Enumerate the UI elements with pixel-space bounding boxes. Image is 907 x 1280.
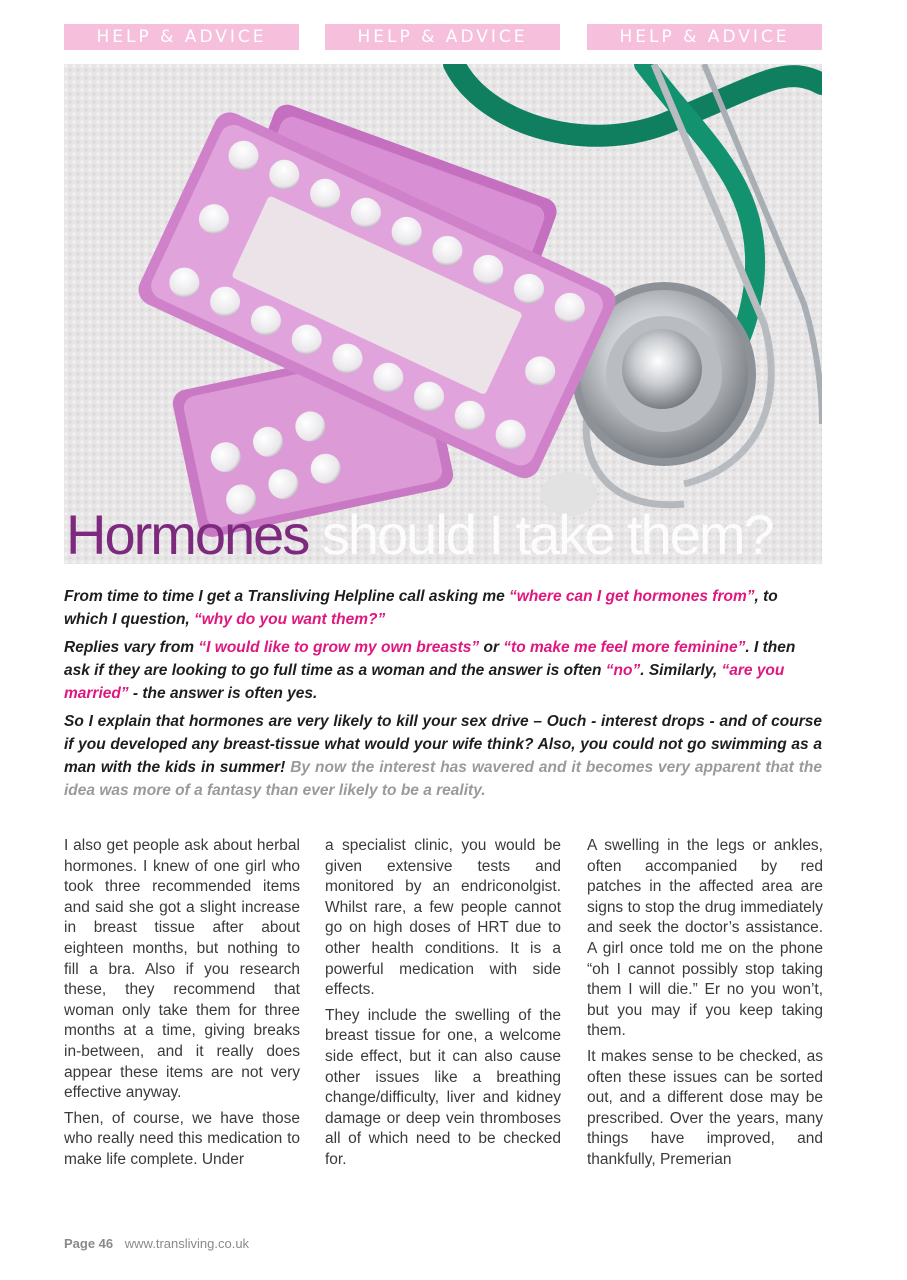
intro-block <box>64 585 822 807</box>
body-paragraph: It makes sense to be checked, as often these issues can be sorted out, and a different dose may be prescribed. Over the years, many things have improved, and thankfully, Premerian <box>587 1047 823 1168</box>
intro-text: . I then ask if they are looking to go full time as a woman and the answer is often <box>64 639 796 679</box>
section-tab: HELP & ADVICE <box>64 24 299 50</box>
body-column-1 <box>64 836 300 1176</box>
intro-paragraph <box>64 710 822 802</box>
headline-strong: Hormones <box>66 503 309 566</box>
body-column-3 <box>587 836 823 1176</box>
section-tab: HELP & ADVICE <box>587 24 822 50</box>
intro-quote: “where can I get hormones from” <box>509 588 755 605</box>
intro-text: From time to time I get a Transliving Helpline call asking me <box>64 588 510 605</box>
intro-quote: “to make me feel more feminine” <box>503 639 746 656</box>
headline-light: should I take them? <box>321 503 773 566</box>
body-paragraph: A swelling in the legs or ankles, often accompanied by red patches in the affected area are signs to stop the drug immediately and seek the doctor’s assistance. A girl once told me on the phone “oh I cannot possibly stop taking them I will die.” Er no you won’t, but you may if you keep taking them. <box>587 837 823 1040</box>
body-paragraph: a specialist clinic, you would be given extensive tests and monitored by an endriconolgist. Whilst rare, a few people cannot go on high doses of HRT due to other health conditions. It is a powerful medication with side effects. <box>325 837 561 999</box>
intro-quote: “no” <box>605 662 641 679</box>
intro-text: , to which I question, <box>64 588 778 628</box>
body-paragraph: Then, of course, we have those who really need this medication to make life complete. Under <box>64 1109 300 1168</box>
intro-text: Replies vary from <box>64 639 199 656</box>
hero-photo <box>64 64 822 564</box>
section-tabs <box>64 24 822 50</box>
intro-paragraph <box>64 636 822 705</box>
body-paragraph: I also get people ask about herbal hormones. I knew of one girl who took three recommended items and said she got a slight increase in breast tissue after about eighteen months, but nothing to fill a bra. Also if you research these, they recommend that woman only take them for three months at a time, giving breaks in-between, and it really does appear these items are not very effective anyway. <box>64 837 300 1102</box>
article-headline <box>66 504 822 566</box>
page-footer <box>64 1236 249 1251</box>
intro-quote: “are you married” <box>64 662 785 702</box>
body-column-2 <box>325 836 561 1176</box>
section-tab: HELP & ADVICE <box>325 24 560 50</box>
intro-quote: “why do you want them?” <box>194 611 386 628</box>
intro-text: . Similarly, <box>640 662 722 679</box>
site-url[interactable]: www.transliving.co.uk <box>124 1236 250 1251</box>
intro-paragraph <box>64 585 822 631</box>
intro-quote: “I would like to grow my own breasts” <box>198 639 480 656</box>
intro-text: - the answer is often yes. <box>128 685 318 702</box>
intro-text: or <box>479 639 504 656</box>
intro-faded-text: By now the interest has wavered and it becomes very apparent that the idea was more of a fantasy than ever likely to be a reality. <box>64 759 822 799</box>
pills-stethoscope-illustration <box>64 64 822 564</box>
body-paragraph: They include the swelling of the breast tissue for one, a welcome side effect, but it can also cause other issues like a breathing change/difficulty, liver and kidney damage or deep vein thromboses all of which need to be checked for. <box>325 1006 561 1168</box>
page-number: Page 46 <box>64 1236 114 1251</box>
intro-text: So I explain that hormones are very likely to kill your sex drive – Ouch - interest drops - and of course if you developed any breast-tissue what would your wife think? Also, you could not go swimming as a man with the kids in summer! <box>64 713 822 776</box>
